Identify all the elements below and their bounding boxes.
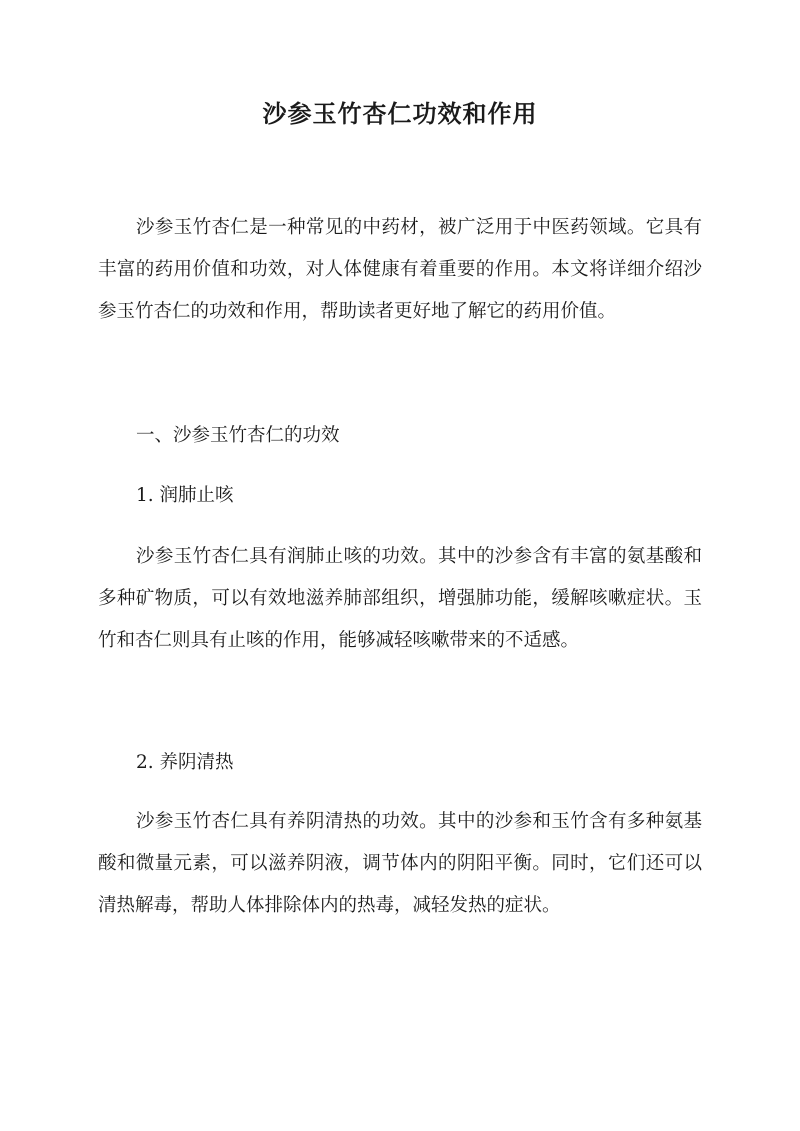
item-heading-1: 1. 润肺止咳 [136,485,234,506]
section-heading-efficacy: 一、沙参玉竹杏仁的功效 [136,425,340,446]
intro-paragraph: 沙参玉竹杏仁是一种常见的中药材，被广泛用于中医药领域。它具有丰富的药用价值和功效，对人体健康有着重要的作用。本文将详细介绍沙参玉竹杏仁的功效和作用，帮助读者更好地了解它的药用价值。 [98,217,702,322]
item-heading-2: 2. 养阴清热 [136,752,234,773]
item-paragraph-2: 沙参玉竹杏仁具有养阴清热的功效。其中的沙参和玉竹含有多种氨基酸和微量元素，可以滋养阴液，调节体内的阴阳平衡。同时，它们还可以清热解毒，帮助人体排除体内的热毒，减轻发热的症状。 [98,811,702,916]
item-paragraph-1: 沙参玉竹杏仁具有润肺止咳的功效。其中的沙参含有丰富的氨基酸和多种矿物质，可以有效地滋养肺部组织，增强肺功能，缓解咳嗽症状。玉竹和杏仁则具有止咳的作用，能够减轻咳嗽带来的不适感。 [98,546,702,651]
document-title: 沙参玉竹杏仁功效和作用 [262,99,538,128]
